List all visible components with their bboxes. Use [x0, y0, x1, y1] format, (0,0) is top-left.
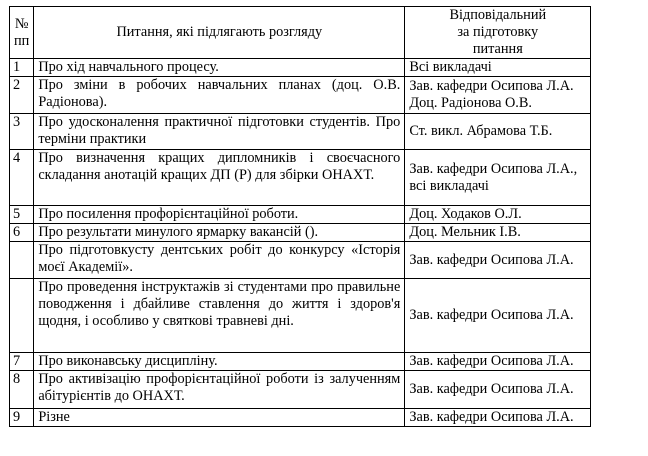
row-number: 7 [10, 353, 34, 371]
row-topic: Про зміни в робочих навчальних планах (доц. О.В. Радіонова). [34, 77, 405, 114]
row-responsible: Зав. кафедри Осипова Л.А. [405, 242, 591, 279]
row-topic: Про проведення інструктажів зі студентами про правильне поводження і дбайливе ставлення до життя і здоров'я щодня, і особливо у святкові травневі дні. [34, 279, 405, 353]
row-responsible: Всі викладачі [405, 59, 591, 77]
row-topic: Про хід навчального процесу. [34, 59, 405, 77]
row-topic: Про результати минулого ярмарку вакансій (). [34, 224, 405, 242]
table-row [10, 224, 591, 242]
row-number: 5 [10, 206, 34, 224]
row-responsible: Доц. Ходаков О.Л. [405, 206, 591, 224]
row-topic: Про удосконалення практичної підготовки студентів. Про терміни практики [34, 114, 405, 150]
row-responsible: Зав. кафедри Осипова Л.А. [405, 353, 591, 371]
row-number: 6 [10, 224, 34, 242]
row-responsible: Доц. Мельник І.В. [405, 224, 591, 242]
row-responsible: Ст. викл. Абрамова Т.Б. [405, 114, 591, 150]
row-responsible: Зав. кафедри Осипова Л.А. [405, 279, 591, 353]
row-number: 1 [10, 59, 34, 77]
row-number: 3 [10, 114, 34, 150]
row-responsible: Зав. кафедри Осипова Л.А. [405, 371, 591, 409]
row-number [10, 279, 34, 353]
table-row [10, 371, 591, 409]
row-number: 4 [10, 150, 34, 206]
table-row [10, 59, 591, 77]
table-row [10, 353, 591, 371]
row-topic: Про підготовкусту дентських робіт до конкурсу «Історія моєї Академії». [34, 242, 405, 279]
row-topic: Про активізацію профорієнтаційної роботи із залученням абітурієнтів до ОНАХТ. [34, 371, 405, 409]
row-responsible: Зав. кафедри Осипова Л.А. [405, 409, 591, 427]
row-topic: Про посилення профорієнтаційної роботи. [34, 206, 405, 224]
table-row [10, 409, 591, 427]
agenda-table [9, 6, 591, 427]
table-row [10, 114, 591, 150]
table-row [10, 279, 591, 353]
row-topic: Різне [34, 409, 405, 427]
table-row [10, 206, 591, 224]
row-topic: Про визначення кращих дипломників і своєчасного складання анотацій кращих ДП (Р) для збірки ОНАХТ. [34, 150, 405, 206]
table-header-row [10, 7, 591, 59]
row-responsible: Зав. кафедри Осипова Л.А. Доц. Радіонова О.В. [405, 77, 591, 114]
table-row [10, 242, 591, 279]
table-row [10, 150, 591, 206]
header-responsible: Відповідальний за підготовку питання [405, 7, 591, 59]
row-topic: Про виконавську дисципліну. [34, 353, 405, 371]
row-responsible: Зав. кафедри Осипова Л.А., всі викладачі [405, 150, 591, 206]
row-number: 2 [10, 77, 34, 114]
row-number [10, 242, 34, 279]
row-number: 9 [10, 409, 34, 427]
header-topic: Питання, які підлягають розгляду [34, 7, 405, 59]
table-row [10, 77, 591, 114]
header-number: № пп [10, 7, 34, 59]
document-table-wrapper [9, 6, 591, 427]
row-number: 8 [10, 371, 34, 409]
